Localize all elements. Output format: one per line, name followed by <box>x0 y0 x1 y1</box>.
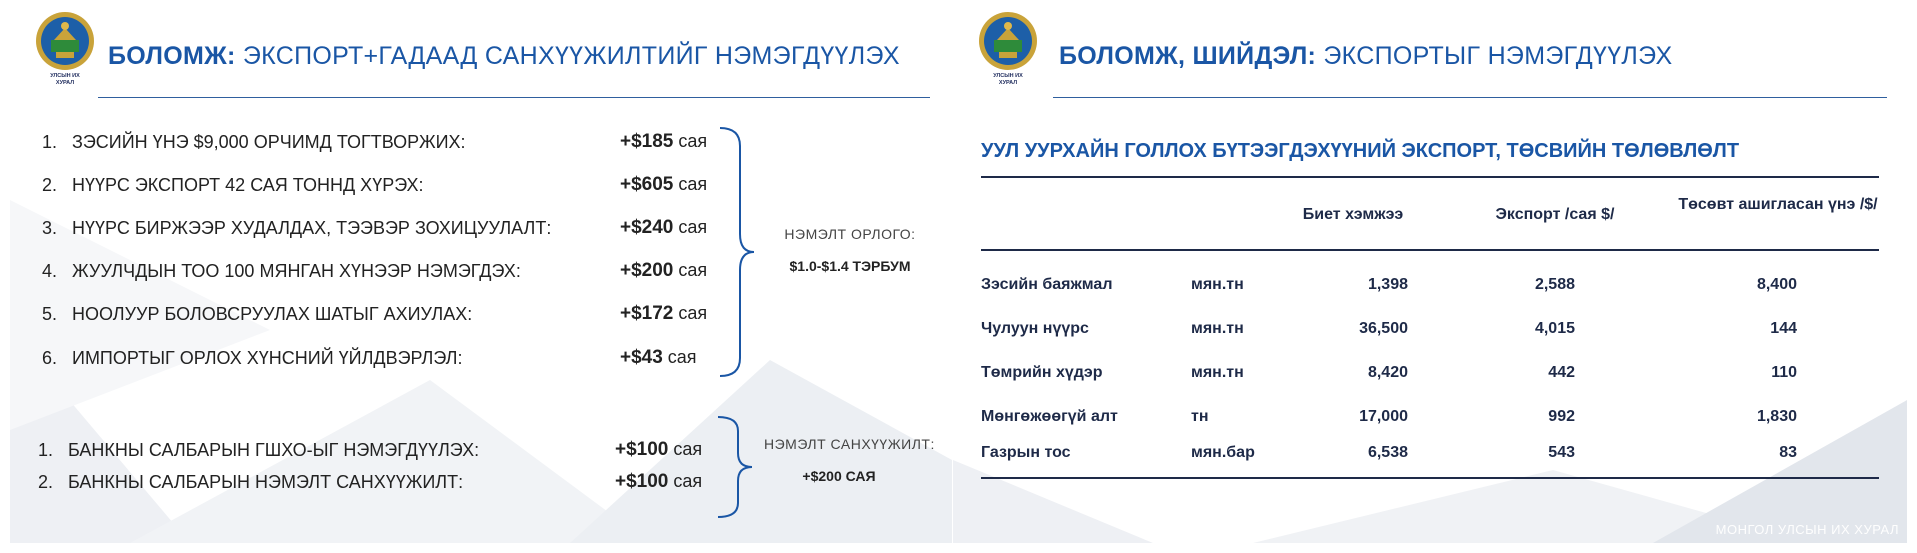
title-rest: ЭКСПОРТЫГ НЭМЭГДҮҮЛЭХ <box>1316 42 1673 70</box>
side-amount: $1.0-$1.4 ТЭРБУМ <box>789 258 911 274</box>
list-item <box>42 261 521 282</box>
title-bold: БОЛОМЖ: <box>108 42 236 70</box>
value-unit: сая <box>668 439 703 459</box>
item-text: НҮҮРС БИРЖЭЭР ХУДАЛДАХ, ТЭЭВЭР ЗОХИЦУУЛАЛТ: <box>72 218 552 238</box>
item-number: 5. <box>42 304 58 324</box>
column-header-budget-price: Төсөвт ашигласан үнэ /$/ <box>1678 196 1878 213</box>
item-number: 3. <box>42 218 58 238</box>
item-number: 6. <box>42 348 58 368</box>
parliament-emblem-logo <box>34 10 96 90</box>
item-number: 1. <box>38 440 54 460</box>
item-value <box>620 260 707 282</box>
logo-caption-line2: ХУРАЛ <box>55 80 75 86</box>
row-export: 4,015 <box>1534 320 1575 337</box>
row-quantity: 8,420 <box>1367 364 1408 381</box>
row-quantity: 36,500 <box>1359 320 1408 337</box>
list-item <box>42 218 551 239</box>
value-amount: +$172 <box>620 303 674 324</box>
row-export: 543 <box>1548 444 1575 461</box>
side-amount: +$200 САЯ <box>802 468 876 484</box>
title-bold: БОЛОМЖ, ШИЙДЭЛ: <box>1059 42 1317 70</box>
item-number: 2. <box>42 175 58 195</box>
row-budget-price: 83 <box>1779 444 1797 461</box>
parliament-emblem-logo <box>977 10 1039 90</box>
row-quantity: 1,398 <box>1367 276 1408 293</box>
list-item <box>42 304 472 325</box>
slide-left <box>10 0 952 543</box>
item-text: НҮҮРС ЭКСПОРТ 42 САЯ ТОННД ХҮРЭХ: <box>72 175 424 195</box>
curly-brace-2 <box>716 415 756 519</box>
item-text: БАНКНЫ САЛБАРЫН ГШХО-ЫГ НЭМЭГДҮҮЛЭХ: <box>68 440 480 460</box>
row-export: 2,588 <box>1534 276 1575 293</box>
row-quantity: 6,538 <box>1367 444 1408 461</box>
row-export: 442 <box>1548 364 1575 381</box>
watermark: МОНГОЛ УЛСЫН ИХ ХУРАЛ <box>1715 522 1899 537</box>
row-unit: мян.бар <box>1191 444 1255 461</box>
value-unit: сая <box>662 347 697 367</box>
table-header-border <box>981 249 1879 251</box>
list-item <box>38 440 479 461</box>
column-header-quantity: Биет хэмжээ <box>1302 206 1404 223</box>
emblem-icon <box>34 10 96 72</box>
value-unit: сая <box>673 131 708 151</box>
side-summary-financing <box>764 436 935 484</box>
value-unit: сая <box>673 303 708 323</box>
row-quantity: 17,000 <box>1359 408 1408 425</box>
item-text: НООЛУУР БОЛОВСРУУЛАХ ШАТЫГ АХИУЛАХ: <box>72 304 473 324</box>
slide-right <box>953 0 1907 543</box>
page-title <box>108 42 900 71</box>
item-number: 2. <box>38 472 54 492</box>
row-name: Чулуун нүүрс <box>981 320 1089 337</box>
logo-caption-line2: ХУРАЛ <box>998 80 1018 86</box>
table-subtitle: УУЛ УУРХАЙН ГОЛЛОХ БҮТЭЭГДЭХҮҮНИЙ ЭКСПОРТ, ТӨСВИЙН ТӨЛӨВЛӨЛТ <box>981 140 1740 162</box>
list-item <box>42 132 466 153</box>
item-value <box>615 439 702 461</box>
item-value <box>620 303 707 325</box>
value-unit: сая <box>673 174 708 194</box>
row-unit: мян.тн <box>1191 276 1244 293</box>
item-text: БАНКНЫ САЛБАРЫН НЭМЭЛТ САНХҮҮЖИЛТ: <box>68 472 464 492</box>
row-export: 992 <box>1548 408 1575 425</box>
value-amount: +$240 <box>620 217 674 238</box>
row-budget-price: 8,400 <box>1756 276 1797 293</box>
emblem-icon <box>977 10 1039 72</box>
item-text: ЖУУЛЧДЫН ТОО 100 МЯНГАН ХҮНЭЭР НЭМЭГДЭХ: <box>72 261 521 281</box>
list-item <box>38 472 463 493</box>
title-rest: ЭКСПОРТ+ГАДААД САНХҮҮЖИЛТИЙГ НЭМЭГДҮҮЛЭХ <box>235 42 900 70</box>
row-budget-price: 1,830 <box>1756 408 1797 425</box>
value-amount: +$200 <box>620 260 674 281</box>
page-title <box>1059 42 1673 71</box>
row-name: Мөнгөжөөгүй алт <box>981 408 1118 425</box>
row-budget-price: 144 <box>1770 320 1797 337</box>
item-value <box>620 131 707 153</box>
logo-caption-line1: УЛСЫН ИХ <box>993 73 1023 79</box>
curly-brace-1 <box>718 126 758 378</box>
table-top-border <box>981 176 1879 178</box>
row-unit: тн <box>1191 408 1209 425</box>
side-label: НЭМЭЛТ ОРЛОГО: <box>784 226 916 242</box>
column-header-export: Экспорт /сая $/ <box>1495 206 1615 223</box>
row-name: Газрын тос <box>981 444 1071 461</box>
side-label: НЭМЭЛТ САНХҮҮЖИЛТ: <box>764 436 935 452</box>
row-name: Төмрийн хүдэр <box>981 364 1103 381</box>
title-underline <box>98 97 930 98</box>
value-unit: сая <box>673 260 708 280</box>
value-amount: +$185 <box>620 131 674 152</box>
row-unit: мян.тн <box>1191 364 1244 381</box>
item-text: ИМПОРТЫГ ОРЛОХ ХҮНСНИЙ ҮЙЛДВЭРЛЭЛ: <box>72 348 463 368</box>
value-amount: +$100 <box>615 471 669 492</box>
value-amount: +$43 <box>620 347 663 368</box>
logo-caption-line1: УЛСЫН ИХ <box>50 73 80 79</box>
item-value <box>615 471 702 493</box>
value-unit: сая <box>673 217 708 237</box>
list-item <box>42 348 463 369</box>
value-amount: +$605 <box>620 174 674 195</box>
title-underline <box>1053 97 1887 98</box>
item-value <box>620 347 697 369</box>
item-value <box>620 217 707 239</box>
item-number: 1. <box>42 132 58 152</box>
item-number: 4. <box>42 261 58 281</box>
row-unit: мян.тн <box>1191 320 1244 337</box>
item-value <box>620 174 707 196</box>
row-name: Зэсийн баяжмал <box>981 276 1113 293</box>
table-bottom-border <box>981 477 1879 479</box>
value-unit: сая <box>668 471 703 491</box>
side-summary-income <box>770 226 930 274</box>
item-text: ЗЭСИЙН ҮНЭ $9,000 ОРЧИМД ТОГТВОРЖИХ: <box>72 132 466 152</box>
value-amount: +$100 <box>615 439 669 460</box>
list-item <box>42 175 424 196</box>
row-budget-price: 110 <box>1771 364 1797 381</box>
